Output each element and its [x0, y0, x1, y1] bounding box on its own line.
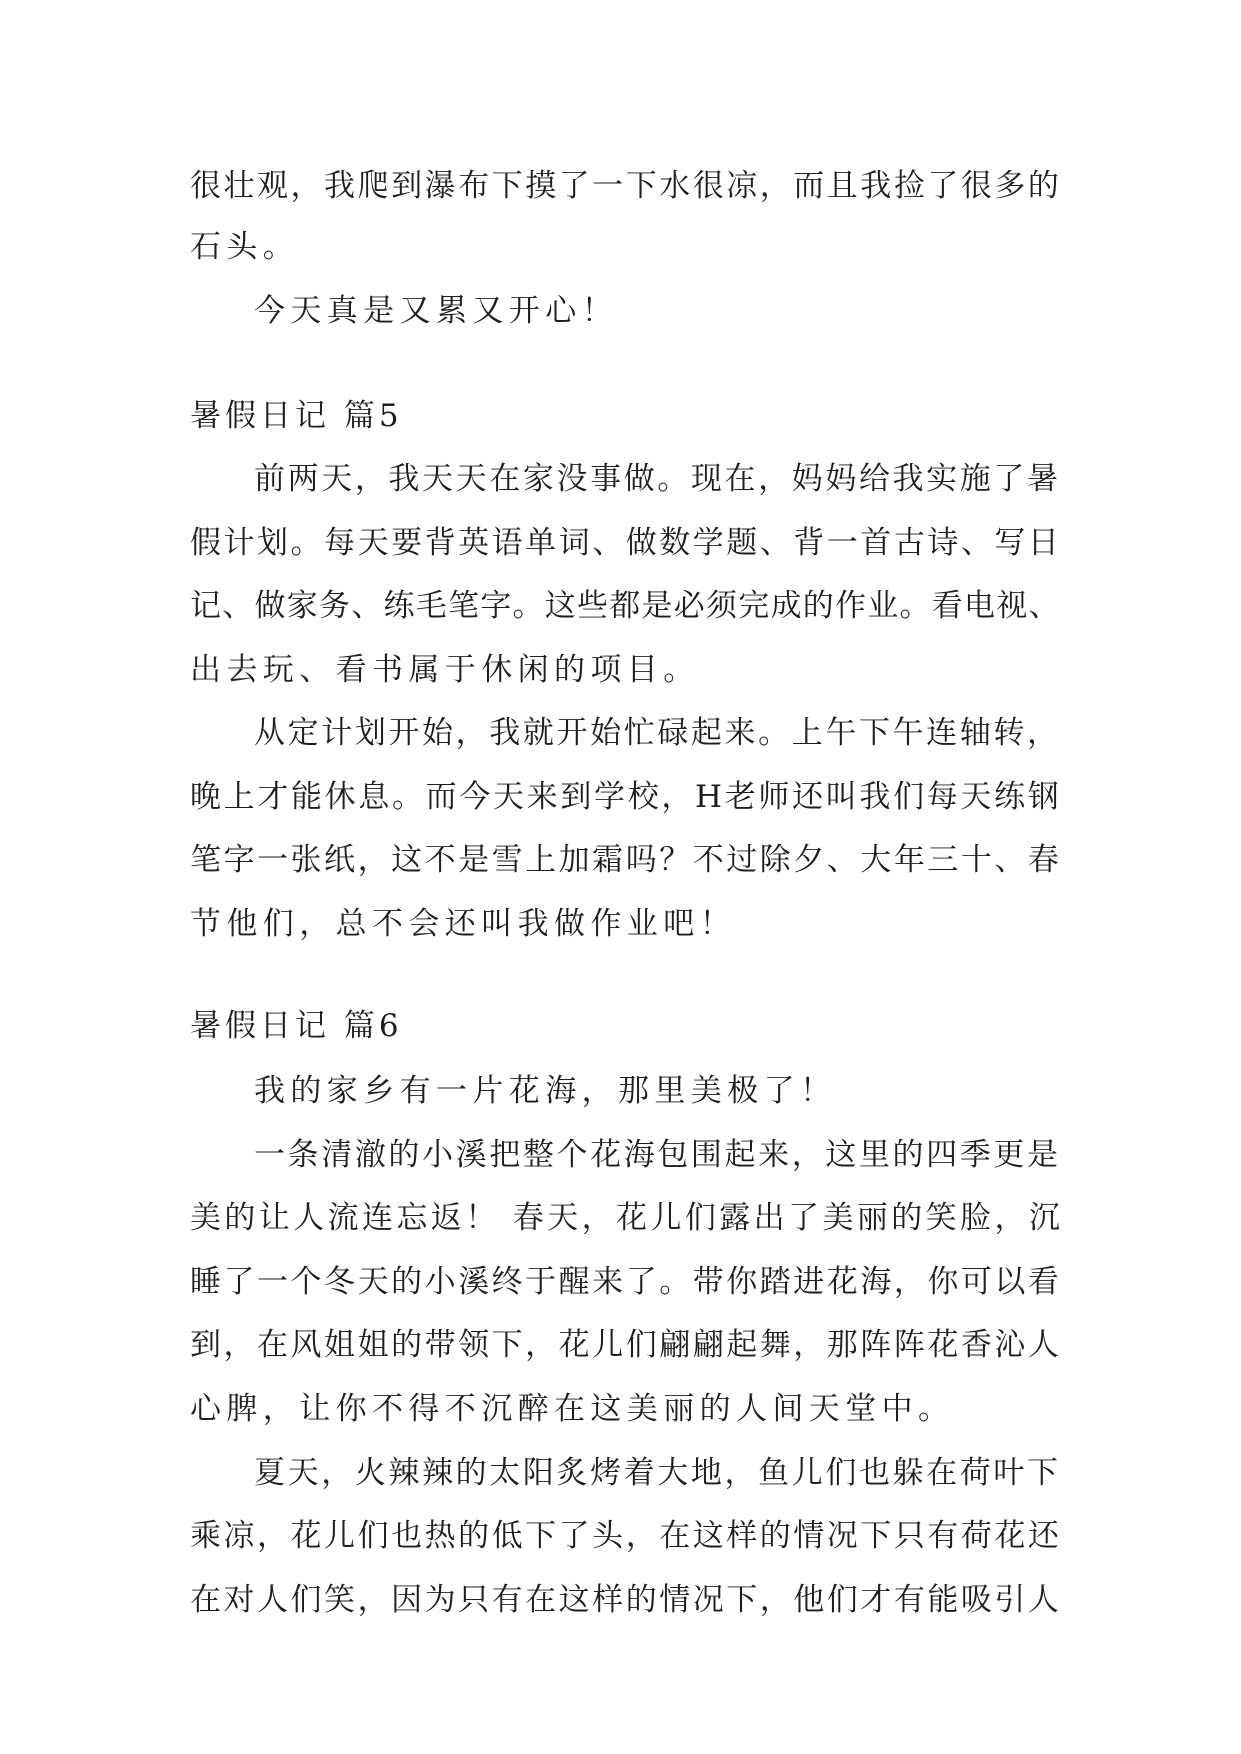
paragraph-start-line: 今天真是又累又开心！ [254, 293, 618, 329]
text-line: 晚上才能休息。而今天来到学校，H老师还叫我们每天练钢 [190, 779, 1062, 815]
text-line: 假计划。每天要背英语单词、做数学题、背一首古诗、写日 [190, 525, 1062, 561]
paragraph-start-line: 从定计划开始，我就开始忙碌起来。上午下午连轴转， [254, 715, 1061, 751]
paragraph-start-line: 夏天，火辣辣的太阳炙烤着大地，鱼儿们也躲在荷叶下 [254, 1455, 1061, 1491]
text-line: 美的让人流连忘返！ 春天，花儿们露出了美丽的笑脸，沉 [190, 1200, 1064, 1236]
text-line: 笔字一张纸，这不是雪上加霜吗？不过除夕、大年三十、春 [190, 842, 1062, 878]
text-line: 节他们，总不会还叫我做作业吧！ [190, 906, 736, 942]
text-line: 到，在风姐姐的带领下，花儿们翩翩起舞，那阵阵花香沁人 [190, 1327, 1062, 1363]
paragraph-start-line: 前两天，我天天在家没事做。现在，妈妈给我实施了暑 [254, 461, 1061, 497]
text-line: 很壮观，我爬到瀑布下摸了一下水很凉，而且我捡了很多的 [190, 168, 1062, 204]
paragraph-start-line: 我的家乡有一片花海，那里美极了！ [254, 1073, 837, 1109]
text-line: 出去玩、看书属于休闲的项目。 [190, 652, 700, 688]
text-line: 在对人们笑，因为只有在这样的情况下，他们才有能吸引人 [190, 1582, 1062, 1618]
section-heading: 暑假日记 篇6 [190, 1008, 403, 1044]
text-line: 石头。 [190, 229, 300, 265]
text-line: 记、做家务、练毛笔字。这些都是必须完成的作业。看电视、 [190, 588, 1061, 624]
section-heading: 暑假日记 篇5 [190, 398, 403, 434]
paragraph-start-line: 一条清澈的小溪把整个花海包围起来，这里的四季更是 [254, 1137, 1061, 1173]
text-line: 心脾，让你不得不沉醉在这美丽的人间天堂中。 [190, 1391, 955, 1427]
text-line: 睡了一个冬天的小溪终于醒来了。带你踏进花海，你可以看 [190, 1264, 1062, 1300]
text-line: 乘凉，花儿们也热的低下了头，在这样的情况下只有荷花还 [190, 1518, 1062, 1554]
